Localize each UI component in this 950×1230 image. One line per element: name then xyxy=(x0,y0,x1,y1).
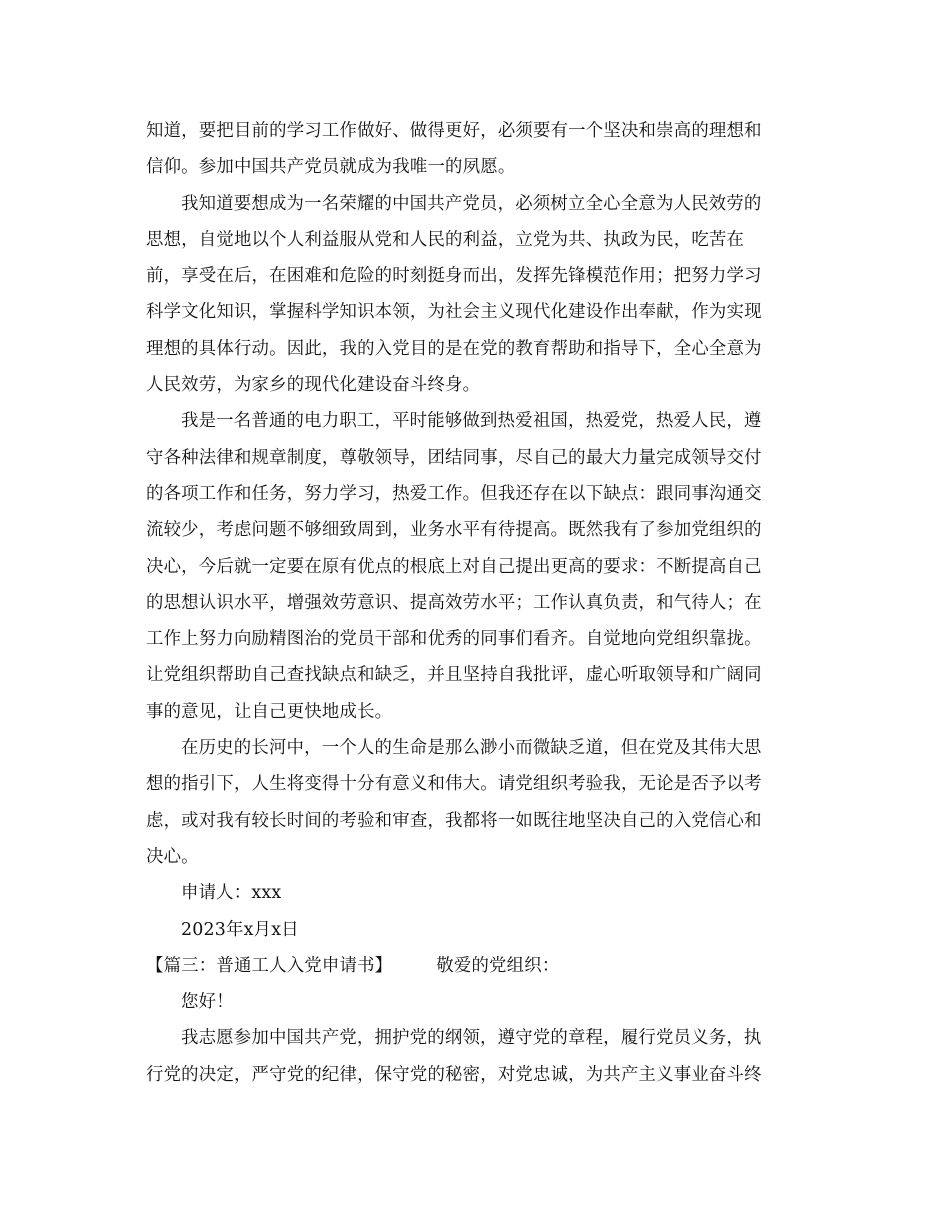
text-line: 我知道要想成为一名荣耀的中国共产党员，必须树立全心全意为人民效劳的 xyxy=(181,193,762,214)
text-line: 守各种法律和规章制度，尊敬领导，团结同事，尽自己的最大力量完成领导交付 xyxy=(146,447,762,468)
text-line: 科学文化知识，掌握科学知识本领，为社会主义现代化建设作出奉献，作为实现 xyxy=(146,302,762,323)
paragraph-3 xyxy=(146,403,806,730)
text-line: 流较少，考虑问题不够细致周到，业务水平有待提高。既然我有了参加党组织的 xyxy=(146,520,762,541)
text-line: 虑，或对我有较长时间的考验和审查，我都将一如既往地坚决自己的入党信心和 xyxy=(146,810,762,831)
text-line: 信仰。参加中国共产党员就成为我唯一的夙愿。 xyxy=(146,157,516,178)
paragraph-2 xyxy=(146,186,806,404)
text-line: 行党的决定，严守党的纪律，保守党的秘密，对党忠诚，为共产主义事业奋斗终 xyxy=(146,1064,762,1085)
text-line: 决心。 xyxy=(146,846,199,867)
document-body xyxy=(146,113,806,1093)
paragraph-4 xyxy=(146,730,806,875)
text-line: 让党组织帮助自己查找缺点和缺乏，并且坚持自我批评，虚心听取领导和广阔同 xyxy=(146,665,762,686)
text-line: 的各项工作和任务，努力学习，热爱工作。但我还存在以下缺点：跟同事沟通交 xyxy=(146,483,762,504)
text-line: 前，享受在后，在困难和危险的时刻挺身而出，发挥先锋模范作用；把努力学习 xyxy=(146,266,762,287)
text-line: 思想，自觉地以个人利益服从党和人民的利益，立党为共、执政为民，吃苦在 xyxy=(146,229,745,250)
text-line: 事的意见，让自己更快地成长。 xyxy=(146,701,393,722)
section-heading-row xyxy=(146,948,806,984)
section-heading: 【篇三：普通工人入党申请书】 xyxy=(146,955,393,976)
text-line: 人民效劳，为家乡的现代化建设奋斗终身。 xyxy=(146,375,481,396)
paragraph-1 xyxy=(146,113,806,186)
text-line: 想的指引下，人生将变得十分有意义和伟大。请党组织考验我，无论是否予以考 xyxy=(146,774,762,795)
salutation: 敬爱的党组织： xyxy=(436,955,560,976)
text-line: 我是一名普通的电力职工，平时能够做到热爱祖国，热爱党，热爱人民，遵 xyxy=(181,411,762,432)
text-line: 在历史的长河中，一个人的生命是那么渺小而微缺乏道，但在党及其伟大思 xyxy=(181,738,762,759)
text-line: 理想的具体行动。因此，我的入党目的是在党的教育帮助和指导下，全心全意为 xyxy=(146,338,762,359)
text-line: 的思想认识水平，增强效劳意识、提高效劳水平；工作认真负责，和气待人；在 xyxy=(146,592,762,613)
date-line: 2023年x月x日 xyxy=(181,919,299,940)
applicant-line: 申请人：xxx xyxy=(181,883,282,904)
text-line: 工作上努力向励精图治的党员干部和优秀的同事们看齐。自觉地向党组织靠拢。 xyxy=(146,629,762,650)
paragraph-final xyxy=(146,1020,806,1093)
text-line: 我志愿参加中国共产党，拥护党的纲领，遵守党的章程，履行党员义务，执 xyxy=(181,1028,762,1049)
text-line: 决心，今后就一定要在原有优点的根底上对自己提出更高的要求：不断提高自己 xyxy=(146,556,762,577)
text-line: 知道，要把目前的学习工作做好、做得更好，必须要有一个坚决和崇高的理想和 xyxy=(146,121,762,141)
greeting: 您好！ xyxy=(181,992,234,1013)
